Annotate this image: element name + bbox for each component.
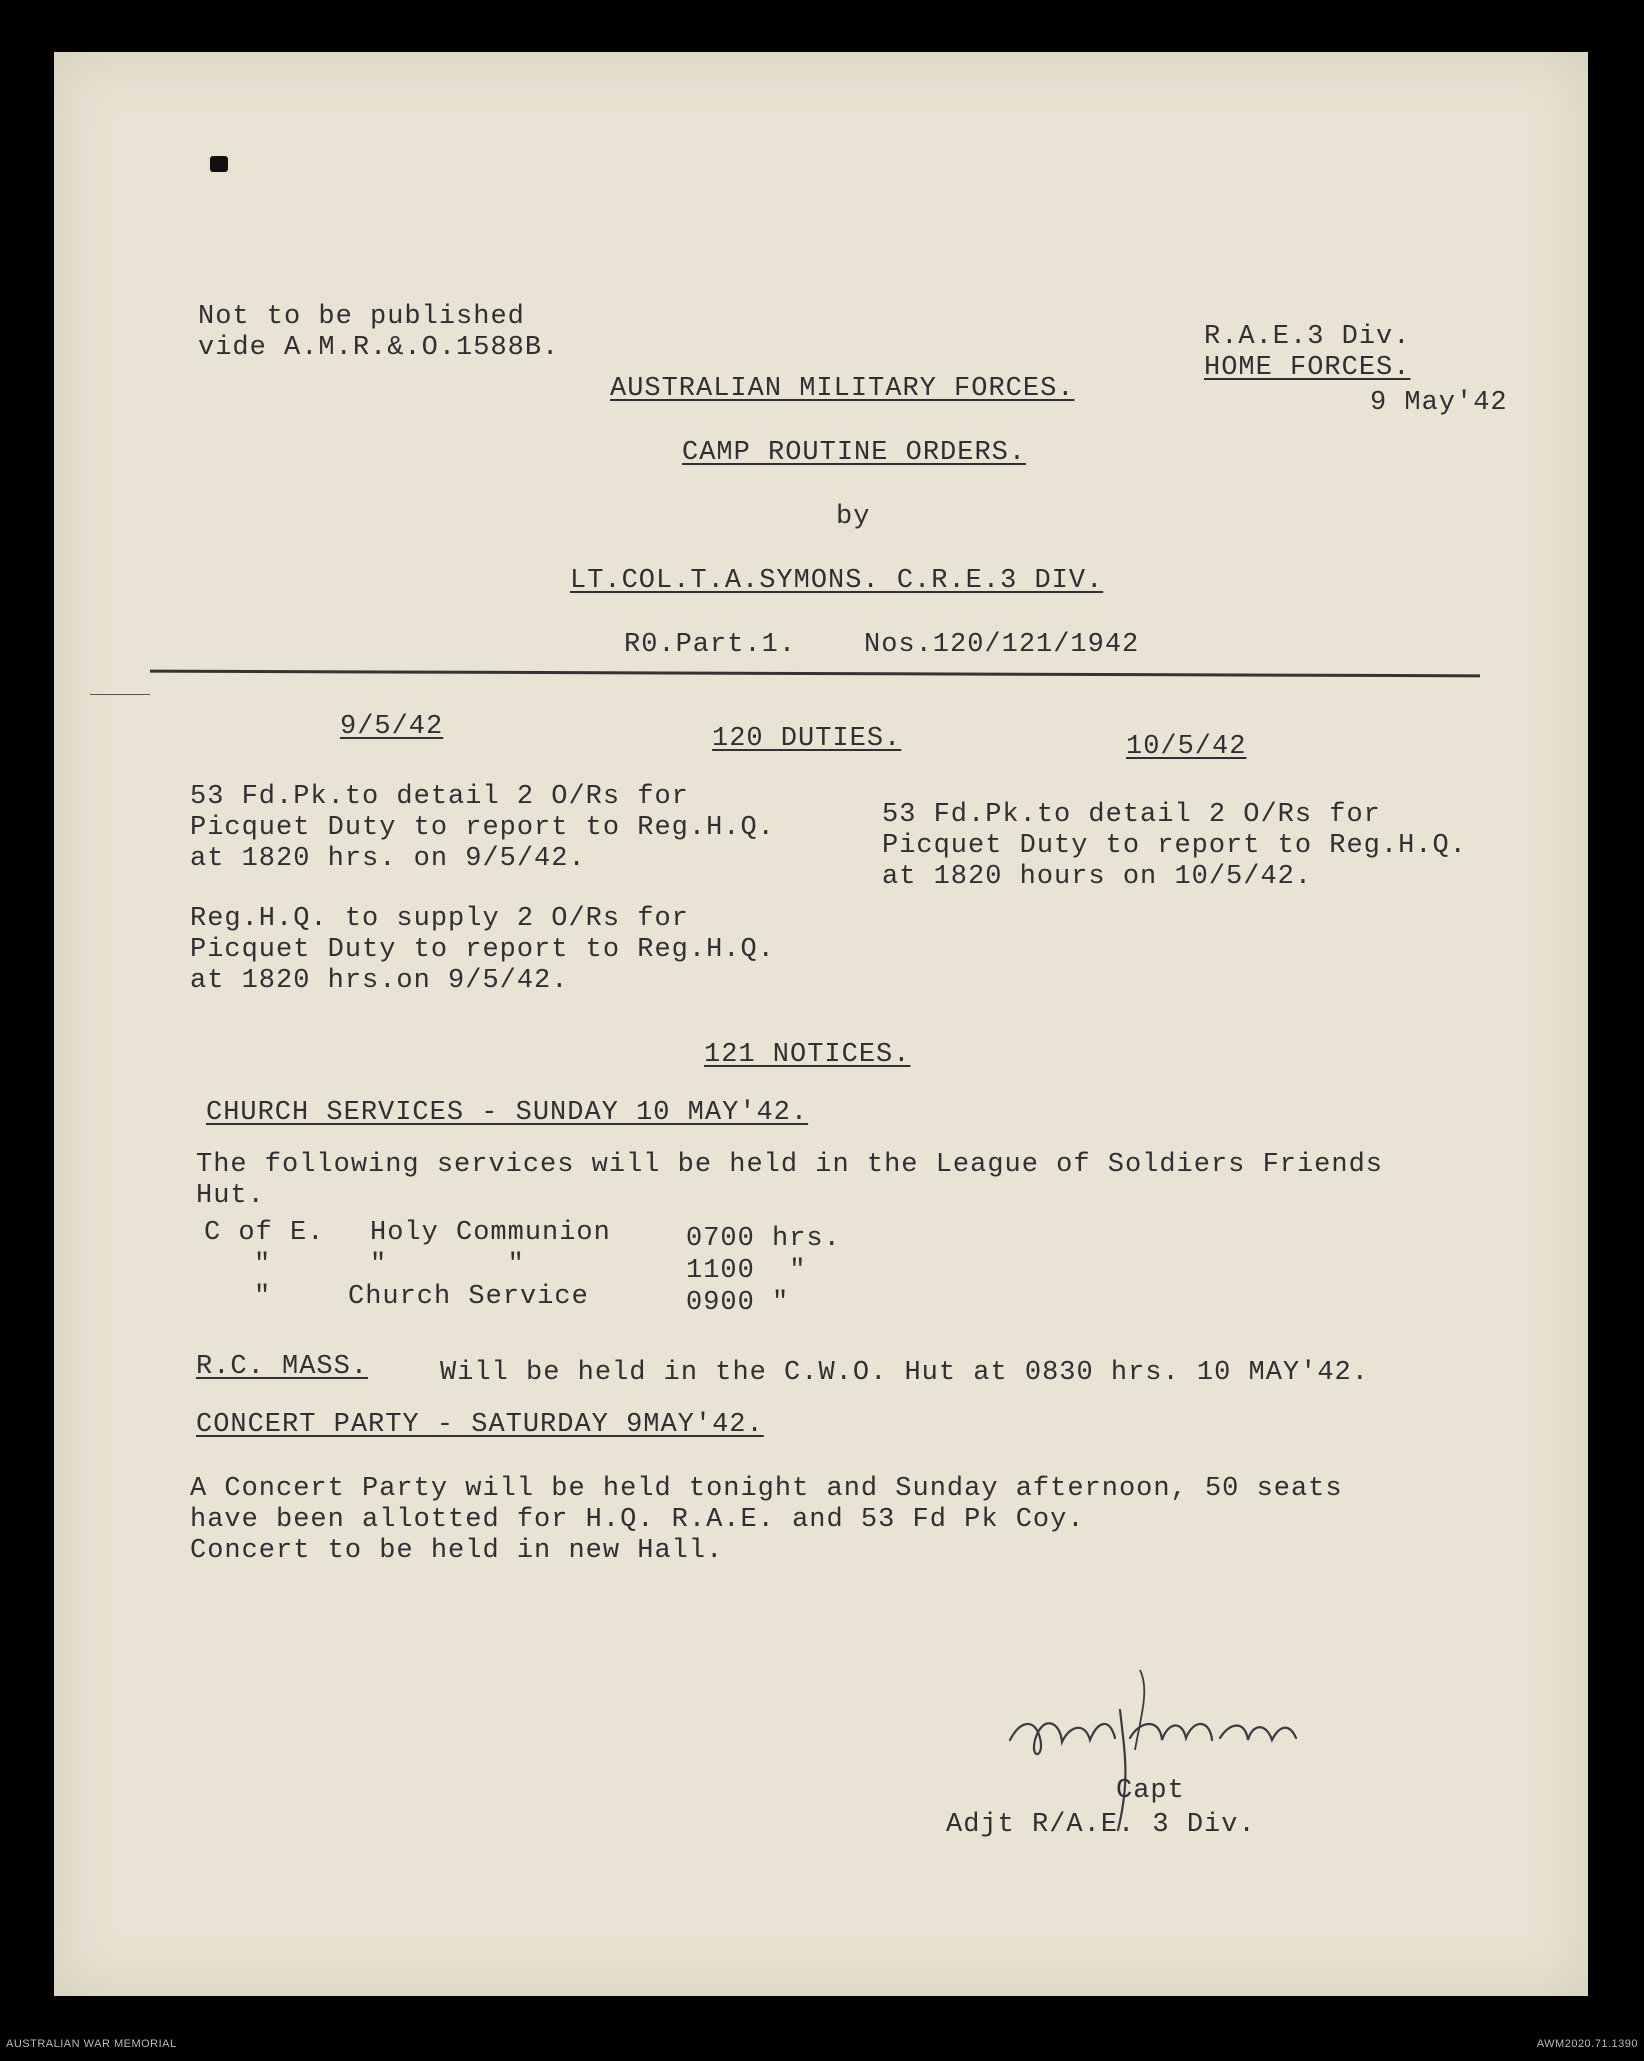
- service-name: " ": [370, 1250, 525, 1280]
- rc-text: Will be held in the C.W.O. Hut at 0830 hrs. 10 MAY'42.: [440, 1358, 1369, 1388]
- concert-text-line-2: have been allotted for H.Q. R.A.E. and 53 Fd Pk Coy.: [190, 1505, 1085, 1535]
- concert-text-line-1: A Concert Party will be held tonight and Sunday afternoon, 50 seats: [190, 1474, 1343, 1504]
- order-numbers: Nos.120/121/1942: [864, 630, 1140, 660]
- concert-text-line-3: Concert to be held in new Hall.: [190, 1536, 724, 1566]
- service-name: Holy Communion: [370, 1218, 611, 1248]
- restriction-line-2: vide A.M.R.&.O.1588B.: [198, 333, 560, 363]
- duty-left-1-line-1: 53 Fd.Pk.to detail 2 O/Rs for: [190, 782, 689, 812]
- unit-line: R.A.E.3 Div.: [1204, 322, 1411, 352]
- forces-line: HOME FORCES.: [1204, 353, 1411, 383]
- service-name: Church Service: [348, 1282, 589, 1312]
- signatory-rank: Capt: [1116, 1776, 1185, 1806]
- org-title: AUSTRALIAN MILITARY FORCES.: [610, 374, 1075, 404]
- duty-right-line-1: 53 Fd.Pk.to detail 2 O/Rs for: [882, 800, 1381, 830]
- by-line: by: [836, 502, 871, 532]
- officer-line: LT.COL.T.A.SYMONS. C.R.E.3 DIV.: [570, 566, 1104, 596]
- footer-reference: AWM2020.71.1390: [1536, 2038, 1638, 2050]
- duty-right-line-2: Picquet Duty to report to Reg.H.Q.: [882, 831, 1467, 861]
- service-denom: ": [254, 1282, 272, 1312]
- duty-left-2-line-3: at 1820 hrs.on 9/5/42.: [190, 966, 569, 996]
- part-number: R0.Part.1.: [624, 630, 797, 660]
- duty-left-1-line-3: at 1820 hrs. on 9/5/42.: [190, 844, 586, 874]
- rc-heading: R.C. MASS.: [196, 1352, 369, 1382]
- duties-left-date: 9/5/42: [340, 712, 444, 742]
- service-denom: C of E.: [204, 1218, 325, 1248]
- separator-tick: [90, 694, 150, 695]
- duties-heading: 120 DUTIES.: [712, 724, 902, 754]
- punch-hole: [210, 156, 228, 172]
- duty-right-line-3: at 1820 hours on 10/5/42.: [882, 862, 1313, 892]
- restriction-line-1: Not to be published: [198, 302, 525, 332]
- orders-title: CAMP ROUTINE ORDERS.: [682, 438, 1027, 468]
- duty-left-2-line-2: Picquet Duty to report to Reg.H.Q.: [190, 935, 775, 965]
- notices-heading: 121 NOTICES.: [704, 1040, 911, 1070]
- footer-institution: AUSTRALIAN WAR MEMORIAL: [6, 2038, 177, 2050]
- duty-left-1-line-2: Picquet Duty to report to Reg.H.Q.: [190, 813, 775, 843]
- service-time: 0900 ": [686, 1288, 790, 1318]
- church-heading: CHURCH SERVICES - SUNDAY 10 MAY'42.: [206, 1098, 809, 1128]
- duty-left-2-line-1: Reg.H.Q. to supply 2 O/Rs for: [190, 904, 689, 934]
- duties-right-date: 10/5/42: [1126, 732, 1247, 762]
- church-text-line-2: Hut.: [196, 1181, 265, 1211]
- service-time: 1100 ": [686, 1256, 807, 1286]
- service-time: 0700 hrs.: [686, 1224, 841, 1254]
- order-date: 9 May'42: [1370, 388, 1508, 418]
- signatory-title: Adjt R/A.E. 3 Div.: [946, 1810, 1256, 1840]
- church-text-line-1: The following services will be held in the League of Soldiers Friends: [196, 1150, 1383, 1180]
- concert-heading: CONCERT PARTY - SATURDAY 9MAY'42.: [196, 1410, 764, 1440]
- service-denom: ": [254, 1250, 272, 1280]
